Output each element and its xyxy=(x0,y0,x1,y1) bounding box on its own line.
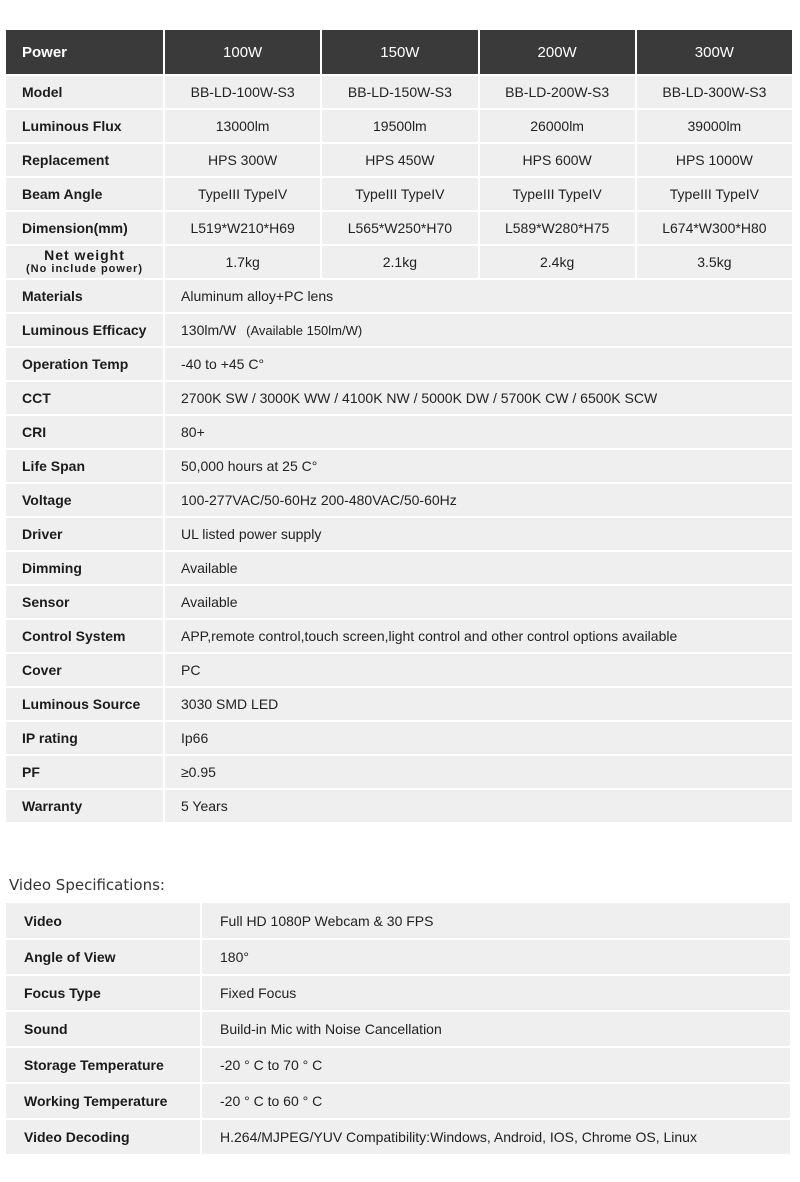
cell-wide: Build-in Mic with Noise Cancellation xyxy=(201,1011,791,1047)
header-label: Power xyxy=(6,30,164,75)
row-label-net-weight xyxy=(6,245,164,279)
cell: 3.5kg xyxy=(636,245,793,279)
table-row xyxy=(6,939,791,975)
row-label: IP rating xyxy=(6,721,164,755)
cell: BB-LD-300W-S3 xyxy=(636,75,793,109)
table-row xyxy=(6,1119,791,1155)
cell: TypeIII TypeIV xyxy=(164,177,321,211)
row-label: Focus Type xyxy=(6,975,201,1011)
cell: L589*W280*H75 xyxy=(479,211,636,245)
row-label: Luminous Source xyxy=(6,687,164,721)
row-label: Sound xyxy=(6,1011,201,1047)
cell: HPS 1000W xyxy=(636,143,793,177)
table-row xyxy=(6,789,793,823)
cell: 26000lm xyxy=(479,109,636,143)
cell-wide: 50,000 hours at 25 C° xyxy=(164,449,793,483)
cell: 2.1kg xyxy=(321,245,478,279)
row-label: Cover xyxy=(6,653,164,687)
header-col: 300W xyxy=(636,30,793,75)
cell-wide: 180° xyxy=(201,939,791,975)
cell-wide xyxy=(164,313,793,347)
table-row xyxy=(6,721,793,755)
row-label: Dimension(mm) xyxy=(6,211,164,245)
cell-wide: ≥0.95 xyxy=(164,755,793,789)
table-row xyxy=(6,381,793,415)
table-row xyxy=(6,755,793,789)
cell: BB-LD-100W-S3 xyxy=(164,75,321,109)
video-spec-table xyxy=(6,903,792,1156)
cell-wide: Full HD 1080P Webcam & 30 FPS xyxy=(201,903,791,939)
cell: 2.4kg xyxy=(479,245,636,279)
cell-wide: 5 Years xyxy=(164,789,793,823)
cell: L674*W300*H80 xyxy=(636,211,793,245)
cell-wide: -20 ° C to 70 ° C xyxy=(201,1047,791,1083)
table-row xyxy=(6,143,793,177)
row-label: Driver xyxy=(6,517,164,551)
cell-wide: APP,remote control,touch screen,light control and other control options available xyxy=(164,619,793,653)
cell: 1.7kg xyxy=(164,245,321,279)
cell-wide: 3030 SMD LED xyxy=(164,687,793,721)
row-label: Luminous Flux xyxy=(6,109,164,143)
table-row xyxy=(6,903,791,939)
row-label: Sensor xyxy=(6,585,164,619)
cell-wide: 100-277VAC/50-60Hz 200-480VAC/50-60Hz xyxy=(164,483,793,517)
table-row xyxy=(6,313,793,347)
cell-wide: H.264/MJPEG/YUV Compatibility:Windows, Android, IOS, Chrome OS, Linux xyxy=(201,1119,791,1155)
table-row xyxy=(6,347,793,381)
cell-wide: Ip66 xyxy=(164,721,793,755)
cell: TypeIII TypeIV xyxy=(479,177,636,211)
table-row xyxy=(6,415,793,449)
cell-wide: Aluminum alloy+PC lens xyxy=(164,279,793,313)
row-label: CRI xyxy=(6,415,164,449)
table-row xyxy=(6,619,793,653)
table-row xyxy=(6,483,793,517)
cell-wide: 2700K SW / 3000K WW / 4100K NW / 5000K DW / 5700K CW / 6500K SCW xyxy=(164,381,793,415)
table-row xyxy=(6,75,793,109)
efficacy-value: 130lm/W xyxy=(181,322,237,338)
cell: BB-LD-150W-S3 xyxy=(321,75,478,109)
table-row xyxy=(6,517,793,551)
row-label: Replacement xyxy=(6,143,164,177)
cell-wide: Available xyxy=(164,551,793,585)
table-row xyxy=(6,109,793,143)
cell: HPS 600W xyxy=(479,143,636,177)
row-label: Beam Angle xyxy=(6,177,164,211)
cell-wide: Fixed Focus xyxy=(201,975,791,1011)
row-label: Angle of View xyxy=(6,939,201,975)
row-label: Video xyxy=(6,903,201,939)
cell: TypeIII TypeIV xyxy=(636,177,793,211)
table-row xyxy=(6,211,793,245)
row-label: Materials xyxy=(6,279,164,313)
table-row xyxy=(6,1047,791,1083)
cell: 13000lm xyxy=(164,109,321,143)
cell: TypeIII TypeIV xyxy=(321,177,478,211)
header-col: 150W xyxy=(321,30,478,75)
cell-wide: PC xyxy=(164,653,793,687)
row-label: Control System xyxy=(6,619,164,653)
row-label: Working Temperature xyxy=(6,1083,201,1119)
cell-wide: Available xyxy=(164,585,793,619)
row-label: Voltage xyxy=(6,483,164,517)
table-row xyxy=(6,975,791,1011)
video-specifications-heading: Video Specifications: xyxy=(9,876,165,894)
table-row xyxy=(6,1083,791,1119)
efficacy-note: (Available 150lm/W) xyxy=(246,323,363,338)
table-row xyxy=(6,177,793,211)
cell: 39000lm xyxy=(636,109,793,143)
cell: HPS 450W xyxy=(321,143,478,177)
cell-wide: -40 to +45 C° xyxy=(164,347,793,381)
net-weight-sublabel: (No include power) xyxy=(26,263,143,275)
row-label: Luminous Efficacy xyxy=(6,313,164,347)
table-row xyxy=(6,551,793,585)
row-label: Dimming xyxy=(6,551,164,585)
cell: L565*W250*H70 xyxy=(321,211,478,245)
cell: HPS 300W xyxy=(164,143,321,177)
table-row xyxy=(6,1011,791,1047)
cell-wide: -20 ° C to 60 ° C xyxy=(201,1083,791,1119)
row-label: Life Span xyxy=(6,449,164,483)
row-label: Model xyxy=(6,75,164,109)
net-weight-label: Net weight xyxy=(44,247,125,263)
cell: BB-LD-200W-S3 xyxy=(479,75,636,109)
row-label: Operation Temp xyxy=(6,347,164,381)
cell-wide: UL listed power supply xyxy=(164,517,793,551)
row-label: CCT xyxy=(6,381,164,415)
row-label: Warranty xyxy=(6,789,164,823)
row-label: PF xyxy=(6,755,164,789)
table-row xyxy=(6,585,793,619)
cell: 19500lm xyxy=(321,109,478,143)
table-row xyxy=(6,687,793,721)
header-col: 100W xyxy=(164,30,321,75)
table-header-row xyxy=(6,30,793,75)
row-label: Storage Temperature xyxy=(6,1047,201,1083)
table-row xyxy=(6,245,793,279)
table-row xyxy=(6,449,793,483)
cell-wide: 80+ xyxy=(164,415,793,449)
table-row xyxy=(6,279,793,313)
power-spec-table xyxy=(6,30,794,824)
cell: L519*W210*H69 xyxy=(164,211,321,245)
row-label: Video Decoding xyxy=(6,1119,201,1155)
table-row xyxy=(6,653,793,687)
header-col: 200W xyxy=(479,30,636,75)
